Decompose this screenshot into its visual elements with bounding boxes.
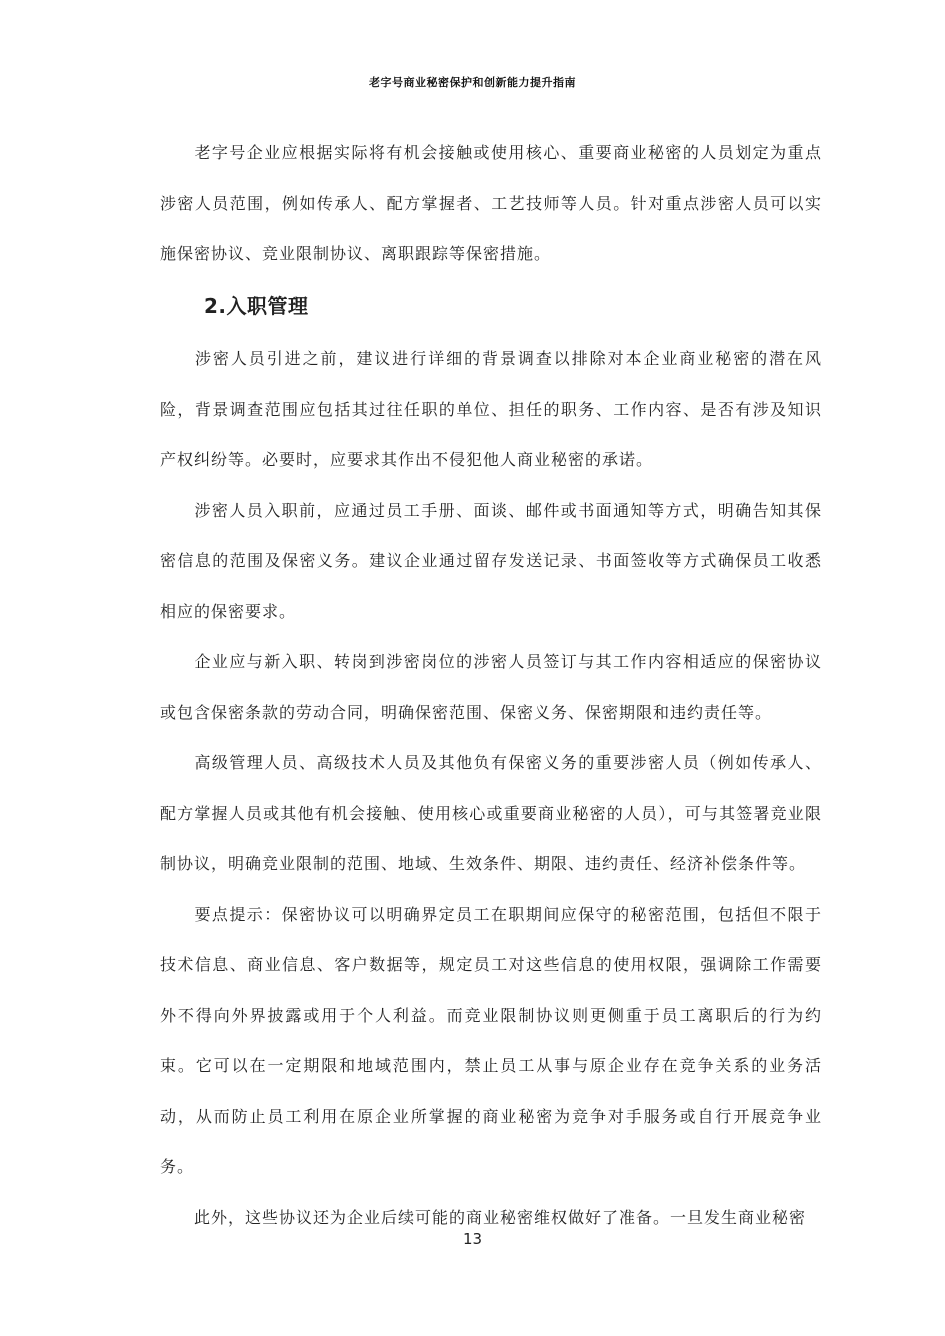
paragraph-background-check bbox=[160, 334, 822, 486]
paragraph-background-check-text: 涉密人员引进之前，建议进行详细的背景调查以排除对本企业商业秘密的潜在风险，背景调查范围应包括其过往任职的单位、担任的职务、工作内容、是否有涉及知识产权纠纷等。必要时，应要求其作出不侵犯他人商业秘密的承诺。 bbox=[160, 349, 822, 469]
paragraph-key-tips-text: 要点提示：保密协议可以明确界定员工在职期间应保守的秘密范围，包括但不限于技术信息、商业信息、客户数据等，规定员工对这些信息的使用权限，强调除工作需要外不得向外界披露或用于个人利益。而竞业限制协议则更侧重于员工离职后的行为约束。它可以在一定期限和地域范围内，禁止员工从事与原企业存在竞争关系的业务活动，从而防止员工利用在原企业所掌握的商业秘密为竞争对手服务或自行开展竞争业务。 bbox=[160, 904, 822, 1176]
body-text bbox=[160, 128, 822, 280]
paragraph-confidentiality-agreement bbox=[160, 637, 822, 738]
section-heading-block bbox=[160, 284, 822, 328]
paragraph-rights-protection-text: 此外，这些协议还为企业后续可能的商业秘密维权做好了准备。一旦发生商业秘密 bbox=[194, 1207, 807, 1227]
section-body bbox=[160, 334, 822, 1243]
section-heading: 2.入职管理 bbox=[204, 294, 309, 318]
paragraph-non-compete-text: 高级管理人员、高级技术人员及其他负有保密义务的重要涉密人员（例如传承人、配方掌握人员或其他有机会接触、使用核心或重要商业秘密的人员），可与其签署竞业限制协议，明确竞业限制的范围、地域、生效条件、期限、违约责任、经济补偿条件等。 bbox=[160, 753, 822, 873]
running-header: 老字号商业秘密保护和创新能力提升指南 bbox=[369, 76, 576, 89]
paragraph-confidentiality-notice bbox=[160, 486, 822, 638]
paragraph-intro bbox=[160, 128, 822, 280]
paragraph-non-compete bbox=[160, 738, 822, 890]
paragraph-confidentiality-notice-text: 涉密人员入职前，应通过员工手册、面谈、邮件或书面通知等方式，明确告知其保密信息的范围及保密义务。建议企业通过留存发送记录、书面签收等方式确保员工收悉相应的保密要求。 bbox=[160, 500, 822, 621]
page-number: 13 bbox=[462, 1230, 483, 1248]
paragraph-intro-text: 老字号企业应根据实际将有机会接触或使用核心、重要商业秘密的人员划定为重点涉密人员范围，例如传承人、配方掌握者、工艺技师等人员。针对重点涉密人员可以实施保密协议、竞业限制协议、离职跟踪等保密措施。 bbox=[160, 143, 822, 263]
paragraph-key-tips bbox=[160, 890, 822, 1193]
paragraph-confidentiality-agreement-text: 企业应与新入职、转岗到涉密岗位的涉密人员签订与其工作内容相适应的保密协议或包含保密条款的劳动合同，明确保密范围、保密义务、保密期限和违约责任等。 bbox=[160, 652, 822, 722]
